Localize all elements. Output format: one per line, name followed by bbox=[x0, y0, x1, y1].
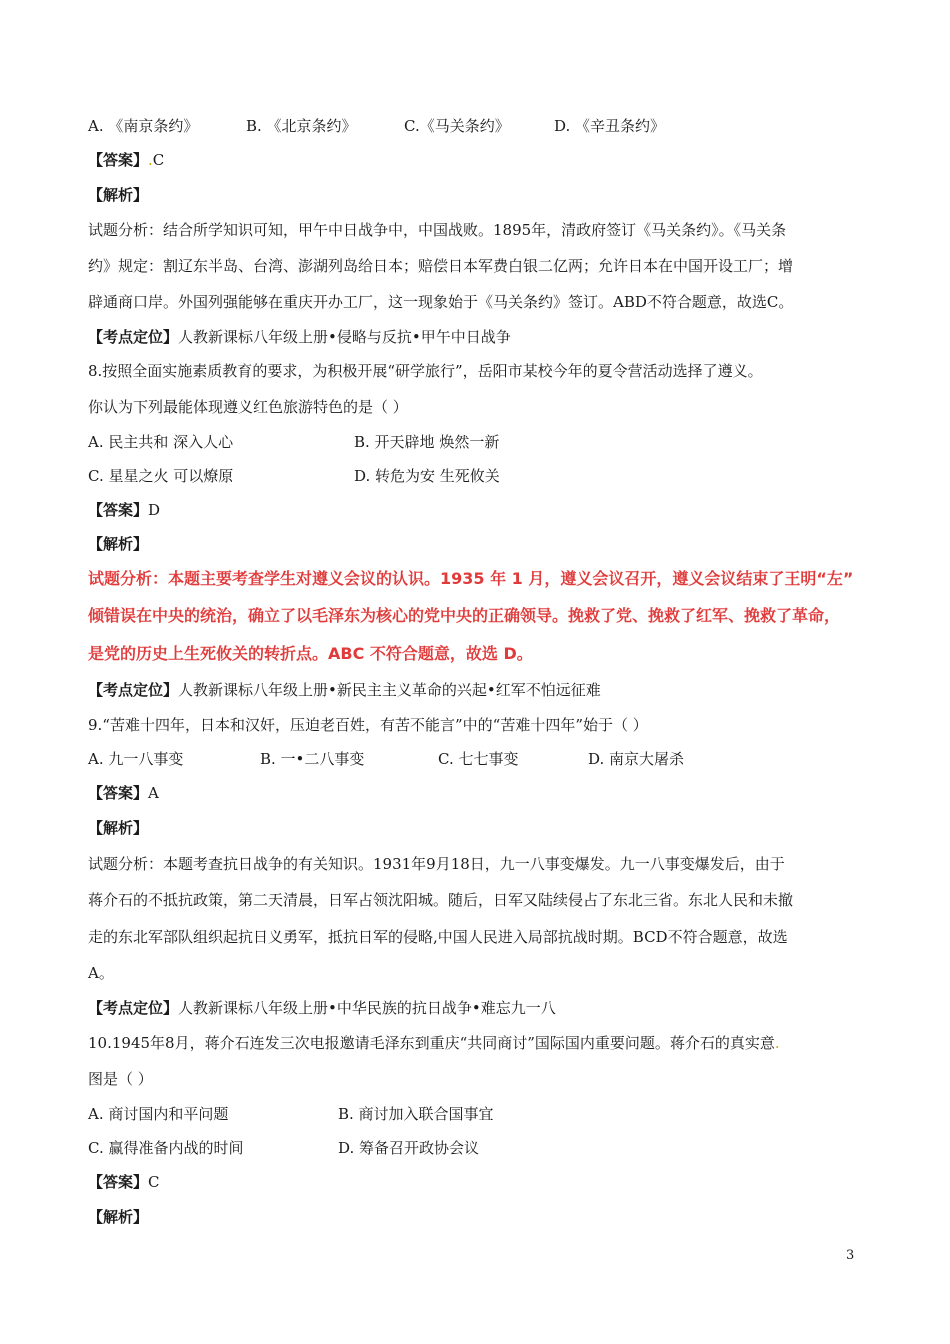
q7-option-c: C.《马关条约》 bbox=[404, 117, 510, 135]
q10-option-a: A. 商讨国内和平问题 bbox=[88, 1105, 229, 1123]
q10-stem-line: 图是（ ） bbox=[88, 1070, 153, 1088]
q8-option-c: C. 星星之火 可以燎原 bbox=[88, 467, 234, 485]
q7-option-b: B. 《北京条约》 bbox=[246, 117, 357, 135]
answer-label: 【答案】 bbox=[88, 501, 149, 519]
q9-option-b: B. 一•二八事变 bbox=[260, 750, 365, 768]
q7-analysis-line: 约》规定：割辽东半岛、台湾、澎湖列岛给日本；赔偿日本军费白银二亿两；允许日本在中国开设工厂；增 bbox=[88, 257, 794, 275]
q8-stem-line: 8.按照全面实施素质教育的要求，为积极开展“研学旅行”，岳阳市某校今年的夏令营活动选择了遵义。 bbox=[88, 362, 763, 380]
q9-analysis-line: 走的东北军部队组织起抗日义勇军，抵抗日军的侵略,中国人民进入局部抗战时期。BCD不符合题意，故选 bbox=[88, 928, 788, 946]
answer-value: C bbox=[152, 151, 165, 169]
q9-analysis-line: 蒋介石的不抵抗政策，第二天清晨，日军占领沈阳城。随后，日军又陆续侵占了东北三省。东北人民和未撤 bbox=[88, 891, 794, 909]
q9-option-d: D. 南京大屠杀 bbox=[588, 750, 685, 768]
q8-option-d: D. 转危为安 生死攸关 bbox=[354, 467, 500, 485]
q9-location bbox=[88, 997, 556, 1019]
q7-answer bbox=[88, 149, 164, 171]
q8-stem-line: 你认为下列最能体现遵义红色旅游特色的是（ ） bbox=[88, 398, 408, 416]
q9-option-c: C. 七七事变 bbox=[438, 750, 519, 768]
q7-location bbox=[88, 326, 511, 348]
edit-mark: . bbox=[774, 1034, 780, 1052]
q8-location bbox=[88, 679, 601, 701]
q8-analysis-line: 倾错误在中央的统治，确立了以毛泽东为核心的党中央的正确领导。挽救了党、挽救了红军、挽救了革命， bbox=[88, 606, 841, 625]
q7-option-a: A. 《南京条约》 bbox=[88, 117, 199, 135]
answer-value: D bbox=[148, 501, 161, 519]
q10-option-c: C. 赢得准备内战的时间 bbox=[88, 1139, 244, 1157]
q8-answer bbox=[88, 499, 160, 521]
q10-options-row-1 bbox=[88, 1103, 868, 1125]
q8-analysis-line: 试题分析：本题主要考查学生对遵义会议的认识。1935 年 1 月，遵义会议召开，遵义会议结束了王明“左” bbox=[88, 569, 854, 588]
q9-stem: 9.“苦难十四年，日本和汉奸，压迫老百姓，有苦不能言”中的“苦难十四年”始于（ ） bbox=[88, 716, 648, 734]
answer-value: A bbox=[148, 784, 159, 802]
q10-stem-text: 10.1945年8月，蒋介石连发三次电报邀请毛泽东到重庆“共同商讨”国际国内重要问题。蒋介石的真实意 bbox=[88, 1034, 775, 1052]
answer-value: C bbox=[148, 1173, 160, 1191]
q10-option-b: B. 商讨加入联合国事宜 bbox=[338, 1105, 494, 1123]
page-number: 3 bbox=[846, 1248, 855, 1263]
location-label: 【考点定位】 bbox=[88, 681, 179, 699]
q9-option-a: A. 九一八事变 bbox=[88, 750, 184, 768]
q10-options-row-2 bbox=[88, 1137, 868, 1159]
location-value: 人教新课标八年级上册•新民主主义革命的兴起•红军不怕远征难 bbox=[178, 681, 601, 699]
q7-analysis-line: 辟通商口岸。外国列强能够在重庆开办工厂，这一现象始于《马关条约》签订。ABD不符合题意，故选C。 bbox=[88, 293, 794, 311]
q9-analysis-label: 【解析】 bbox=[88, 819, 149, 837]
location-value: 人教新课标八年级上册•中华民族的抗日战争•难忘九一八 bbox=[178, 999, 556, 1017]
q7-analysis-label: 【解析】 bbox=[88, 186, 149, 204]
answer-label: 【答案】 bbox=[88, 784, 149, 802]
q10-analysis-label: 【解析】 bbox=[88, 1208, 149, 1226]
q7-analysis-line: 试题分析：结合所学知识可知，甲午中日战争中，中国战败。1895年，清政府签订《马关条约》。《马关条 bbox=[88, 221, 787, 239]
q9-answer bbox=[88, 782, 159, 804]
q8-analysis-line: 是党的历史上生死攸关的转折点。ABC 不符合题意，故选 D。 bbox=[88, 644, 533, 663]
q10-answer bbox=[88, 1171, 160, 1193]
answer-label: 【答案】 bbox=[88, 1173, 149, 1191]
q9-analysis-line: 试题分析：本题考查抗日战争的有关知识。1931年9月18日，九一八事变爆发。九一八事变爆发后，由于 bbox=[88, 855, 785, 873]
q10-option-d: D. 筹备召开政协会议 bbox=[338, 1139, 480, 1157]
q8-options-row-2 bbox=[88, 465, 868, 487]
q8-option-a: A. 民主共和 深入人心 bbox=[88, 433, 234, 451]
location-label: 【考点定位】 bbox=[88, 328, 179, 346]
q10-stem-line bbox=[88, 1032, 780, 1054]
location-label: 【考点定位】 bbox=[88, 999, 179, 1017]
q7-option-d: D. 《辛丑条约》 bbox=[554, 117, 666, 135]
answer-label: 【答案】 bbox=[88, 151, 149, 169]
q9-analysis-line: A。 bbox=[88, 964, 114, 982]
edit-mark: . bbox=[148, 151, 153, 169]
q8-option-b: B. 开天辟地 焕然一新 bbox=[354, 433, 500, 451]
location-value: 人教新课标八年级上册•侵略与反抗•甲午中日战争 bbox=[178, 328, 511, 346]
q9-options bbox=[88, 748, 868, 770]
q7-options bbox=[88, 115, 868, 137]
q8-options-row-1 bbox=[88, 431, 868, 453]
q8-analysis-label: 【解析】 bbox=[88, 535, 149, 553]
